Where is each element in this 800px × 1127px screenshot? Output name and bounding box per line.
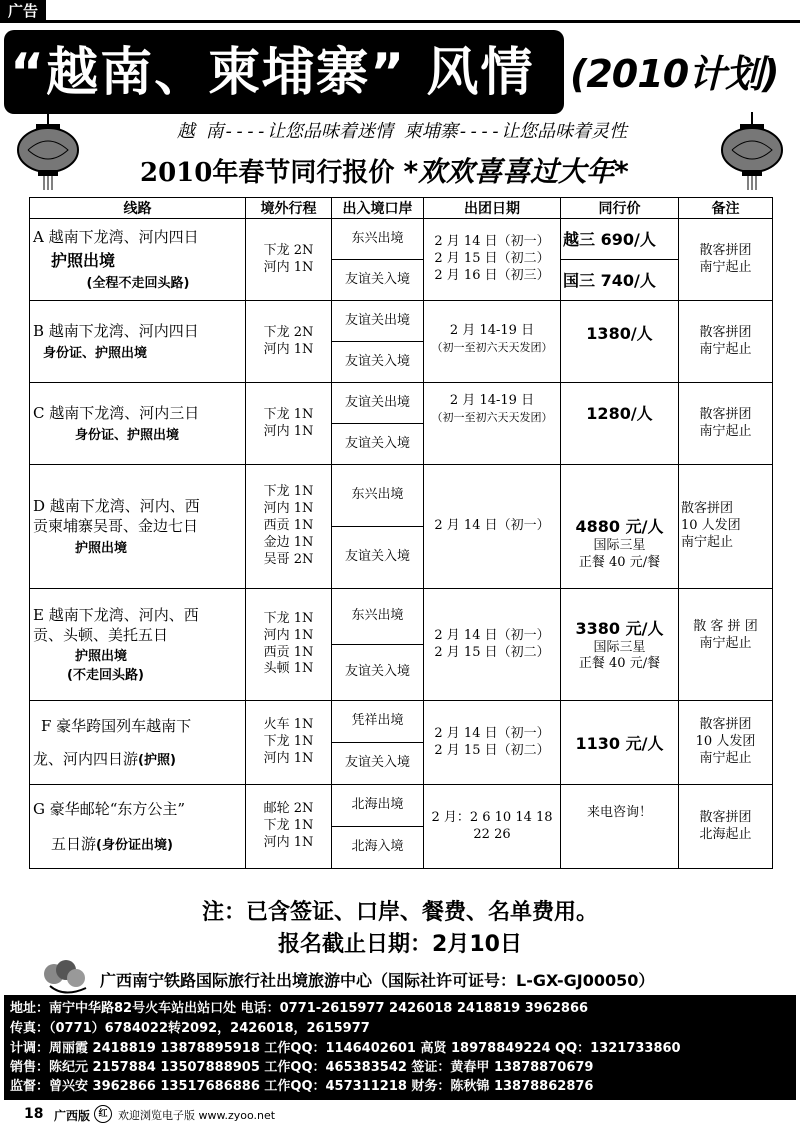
price-value: 1380/人 [586,324,653,343]
route-cell [30,465,246,589]
date-cell [424,785,561,869]
table-row [30,301,773,342]
note-cell [679,785,773,869]
header-route: 线路 [30,198,246,219]
route-title: C 越南下龙湾、河内三日 [33,404,200,423]
table-row [30,383,773,424]
port-out: 友谊关出境 [332,383,424,424]
route-title: B 越南下龙湾、河内四日 [33,322,199,341]
inclusion-note: 注：已含签证、口岸、餐费、名单费用。 [201,900,598,925]
date-line: 2 月 14-19 日 [449,323,535,338]
port-in: 友谊关入境 [332,342,424,383]
note-line: 散客拼团 [699,242,752,258]
note-line: 北海起止 [699,826,752,842]
date-line: 22 26 [473,826,511,842]
price-value: 来电咨询！ [586,805,652,820]
itinerary-cell [246,465,332,589]
quote-title-text: 2010年春节同行报价 [140,158,395,188]
route-sub: 护照出境 [75,649,128,665]
table-row [30,465,773,527]
price-value: 4880 元/人 [575,517,664,537]
date-line: 2 月 15 日（初二） [434,644,550,660]
port-in: 友谊关入境 [332,424,424,465]
itinerary-line: 邮轮 2N [263,801,314,817]
price-cell [561,785,679,869]
price-cell [561,301,679,383]
itinerary-line: 河内 1N [263,627,314,643]
note-cell [679,219,773,301]
note-line: 10 人发团 [681,518,741,534]
route-sub: 护照出境 [51,251,116,270]
price-detail: 正餐 40 元/餐 [578,656,661,672]
website-link[interactable]: 欢迎浏览电子版 www.zyoo.net [118,1109,276,1122]
page-number: 18 [24,1106,44,1122]
table-row [30,219,773,260]
header-itinerary: 境外行程 [246,198,332,219]
price-value: 3380 元/人 [575,618,664,638]
contact-address: 地址：南宁中华路82号火车站出站口处 电话：0771-2615977 2426018 2418819 3962866 [10,1001,589,1016]
route-sub: 身份证、护照出境 [75,427,180,443]
note-cell [679,589,773,701]
itinerary-line: 河内 1N [263,834,314,850]
quote-title [140,150,660,194]
itinerary-line: 西贡 1N [263,518,314,534]
itinerary-line: 头顿 1N [263,661,314,677]
itinerary-line: 下龙 2N [263,242,314,258]
note-line: 散客拼团 [681,501,734,517]
header-note: 备注 [679,198,773,219]
itinerary-line: 火车 1N [263,717,314,733]
flower-icon [36,958,96,998]
itinerary-line: 下龙 2N [263,324,314,340]
itinerary-cell [246,785,332,869]
ad-tag: 广告 [0,0,46,22]
quote-slogan: *欢欢喜喜过大年* [403,155,629,188]
route-cell [30,589,246,701]
table-header-row [30,198,773,219]
header-date: 出团日期 [424,198,561,219]
tagline: 越 南----让您品味着迷情 柬埔寨----让您品味着灵性 [176,121,628,142]
date-cell [424,301,561,383]
date-line: （初一至初六天天发团） [431,340,553,354]
contact-fax: 传真：（0771）6784022转2092，2426018，2615977 [10,1021,370,1036]
note-line: 南宁起止 [699,341,752,357]
note-line: 散 客 拼 团 [693,619,758,634]
port-in: 友谊关入境 [332,527,424,589]
price-value: 1280/人 [586,404,653,423]
top-rule [0,20,800,23]
port-out: 北海出境 [332,785,424,827]
route-sub: 护照出境 [75,540,128,556]
date-line: 2 月 14 日（初一） [434,725,550,741]
date-cell [424,589,561,701]
port-in: 友谊关入境 [332,645,424,701]
itinerary-line: 下龙 1N [263,610,314,626]
price-value: 越三 690/人 [563,230,656,250]
note-line: 南宁起止 [681,534,734,550]
port-out: 友谊关出境 [332,301,424,342]
port-out: 东兴出境 [332,219,424,260]
price-cell [561,383,679,465]
date-line: 2 月 14-19 日 [449,393,535,408]
route-sub: 身份证、护照出境 [43,345,148,361]
route-cell [30,301,246,383]
route-cell [30,701,246,785]
note-line: 南宁起止 [699,750,752,766]
itinerary-line: 金边 1N [263,534,314,550]
route-cell [30,785,246,869]
itinerary-line: 下龙 1N [263,734,314,750]
date-line: 2 月 15 日（初二） [434,251,550,267]
contact-panel [4,995,796,1100]
contact-supervise: 监督：曾兴安 3962866 13517686886 工作QQ：457311218 财务：陈秋锦 13878862876 [10,1079,594,1094]
plan-label: (2010计划) [570,52,779,96]
page-footer [0,1102,800,1127]
route-title: A 越南下龙湾、河内四日 [33,228,199,247]
route-title: D 越南下龙湾、河内、西 [33,497,200,516]
route-title: 龙、河内四日游 [33,749,139,768]
date-line: 2 月 14 日（初一） [434,234,550,250]
price-cell [561,465,679,589]
itinerary-cell [246,589,332,701]
note-line: 散客拼团 [699,406,752,422]
port-out: 东兴出境 [332,589,424,645]
route-cell [30,219,246,301]
itinerary-cell [246,383,332,465]
date-line: （初一至初六天天发团） [431,410,553,424]
itinerary-line: 河内 1N [263,341,314,357]
date-line: 2 月 16 日（初三） [434,267,550,283]
route-sub: (全程不走回头路) [86,275,190,291]
date-cell [424,219,561,301]
date-cell [424,465,561,589]
price-cell [561,701,679,785]
date-cell [424,701,561,785]
date-line: 2 月 14 日（初一） [434,518,550,534]
note-line: 散客拼团 [699,809,752,825]
itinerary-line: 河内 1N [263,423,314,439]
edition-label: 广西版 [54,1109,91,1123]
price-detail: 国际三星 [593,538,646,554]
note-line: 南宁起止 [699,635,752,651]
note-cell [679,701,773,785]
note-cell [679,301,773,383]
date-line: 2 月：2 6 10 14 18 [431,809,553,825]
route-title: 贡、头顿、美托五日 [33,625,169,644]
itinerary-cell [246,219,332,301]
itinerary-cell [246,301,332,383]
price-value: 1130 元/人 [575,733,664,753]
itinerary-line: 河内 1N [263,259,314,275]
port-out: 凭祥出境 [332,701,424,743]
page-title: “越南、柬埔寨” 风情 [10,43,535,103]
itinerary-line: 西贡 1N [263,644,314,660]
route-title: 五日游 [51,834,97,853]
header-price: 同行价 [561,198,679,219]
date-line: 2 月 15 日（初二） [434,742,550,758]
price-cell [561,219,679,260]
port-in: 友谊关入境 [332,260,424,301]
itinerary-line: 下龙 1N [263,818,314,834]
note-line: 10 人发团 [695,734,756,750]
note-cell [679,465,773,589]
publisher-logo: 红 [94,1105,112,1123]
itinerary-cell [246,701,332,785]
table-row [30,785,773,827]
note-line: 散客拼团 [699,324,752,340]
contact-sales: 销售：陈纪元 2157884 13507888905 工作QQ：465383542 签证：黄春甲 13878870679 [10,1060,594,1075]
table-row [30,589,773,645]
port-in: 北海入境 [332,827,424,869]
note-line: 南宁起止 [699,423,752,439]
price-detail: 正餐 40 元/餐 [578,555,661,571]
route-title: F 豪华跨国列车越南下 [41,716,192,735]
price-cell [561,260,679,301]
header-port: 出入境口岸 [332,198,424,219]
deadline: 报名截止日期：2月10日 [278,932,522,957]
note-line: 南宁起止 [699,259,752,275]
price-cell [561,589,679,701]
note-cell [679,383,773,465]
route-cell [30,383,246,465]
date-line: 2 月 14 日（初一） [434,627,550,643]
price-table [29,197,773,869]
itinerary-line: 河内 1N [263,750,314,766]
route-sub: (身份证出境) [96,837,173,853]
price-value: 国三 740/人 [563,271,656,291]
port-in: 友谊关入境 [332,743,424,785]
price-detail: 国际三星 [593,639,646,655]
itinerary-line: 吴哥 2N [263,551,314,567]
route-title: 贡柬埔寨吴哥、金边七日 [33,517,199,535]
route-title: E 越南下龙湾、河内、西 [33,605,199,624]
agency-name: 广西南宁铁路国际旅行社出境旅游中心（国际社许可证号：L-GX-GJ00050） [100,971,655,990]
contact-planner: 计调：周丽霞 2418819 13878895918 工作QQ：1146402601 高贤 18978849224 QQ：1321733860 [10,1041,681,1056]
itinerary-line: 下龙 1N [263,484,314,500]
itinerary-line: 下龙 1N [263,406,314,422]
table-row [30,701,773,743]
route-title: G 豪华邮轮“东方公主” [33,800,186,818]
route-sub: (不走回头路) [67,668,144,684]
route-sub: (护照) [138,752,176,768]
port-out: 东兴出境 [332,465,424,527]
note-line: 散客拼团 [699,717,752,733]
date-cell [424,383,561,465]
itinerary-line: 河内 1N [263,501,314,517]
